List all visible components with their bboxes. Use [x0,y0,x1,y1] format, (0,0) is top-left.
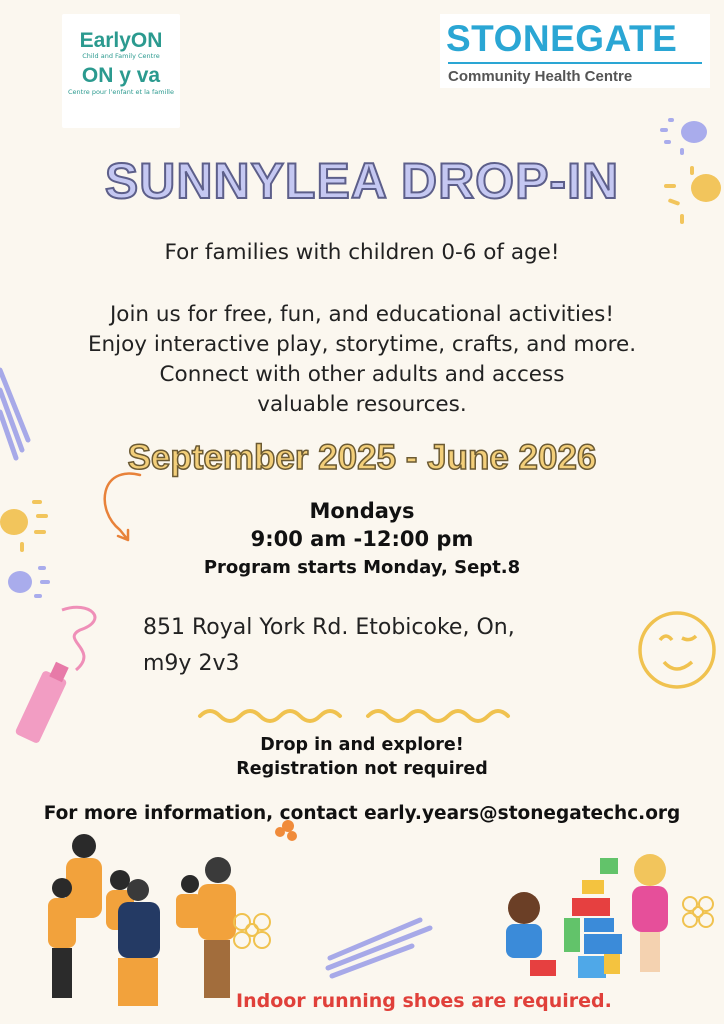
schedule-time: 9:00 am -12:00 pm [250,527,474,551]
squiggle-icon [328,920,430,976]
dropin-note [0,733,724,781]
handprint-icon [660,118,707,155]
dropin-line2: Registration not required [236,759,488,779]
description-line: valuable resources. [257,392,467,417]
address-line2: m9y 2v3 [143,651,240,676]
sun-face-icon [640,613,714,687]
flower-icon [234,914,270,948]
block-tower-icon [506,854,668,978]
earlyon-logo-line2: Child and Family Centre [82,52,160,60]
people-group-illustration [48,834,236,1006]
earlyon-logo-line4: Centre pour l'enfant et la famille [68,88,174,96]
contact-info: For more information, contact early.years@stonegatechc.org [43,803,681,824]
earlyon-logo-line3: ON y va [81,64,161,87]
date-range: September 2025 - June 2026 [127,438,597,477]
highlighter-icon [14,607,94,744]
description-paragraph [0,300,724,420]
flyer-subtitle: For families with children 0-6 of age! [164,240,560,265]
stonegate-logo-tagline: Community Health Centre [448,68,633,85]
description-line: Enjoy interactive play, storytime, crafts, and more. [87,332,637,357]
description-line: Connect with other adults and access [159,362,565,387]
earlyon-logo-line1: EarlyON [79,29,163,52]
address-line1: 851 Royal York Rd. Etobicoke, On, [143,615,515,640]
schedule-day: Mondays [309,499,415,523]
flower-icon [683,897,713,927]
program-start-note: Program starts Monday, Sept.8 [203,557,521,578]
stonegate-logo-name: STONEGATE [446,18,678,59]
description-line: Join us for free, fun, and educational activities! [109,302,615,327]
flyer-title: SUNNYLEA DROP-IN [104,153,620,209]
dropin-line1: Drop in and explore! [260,735,464,755]
squiggle-icon [200,711,508,721]
shoes-note: Indoor running shoes are required. [236,990,612,1012]
address [143,610,573,682]
